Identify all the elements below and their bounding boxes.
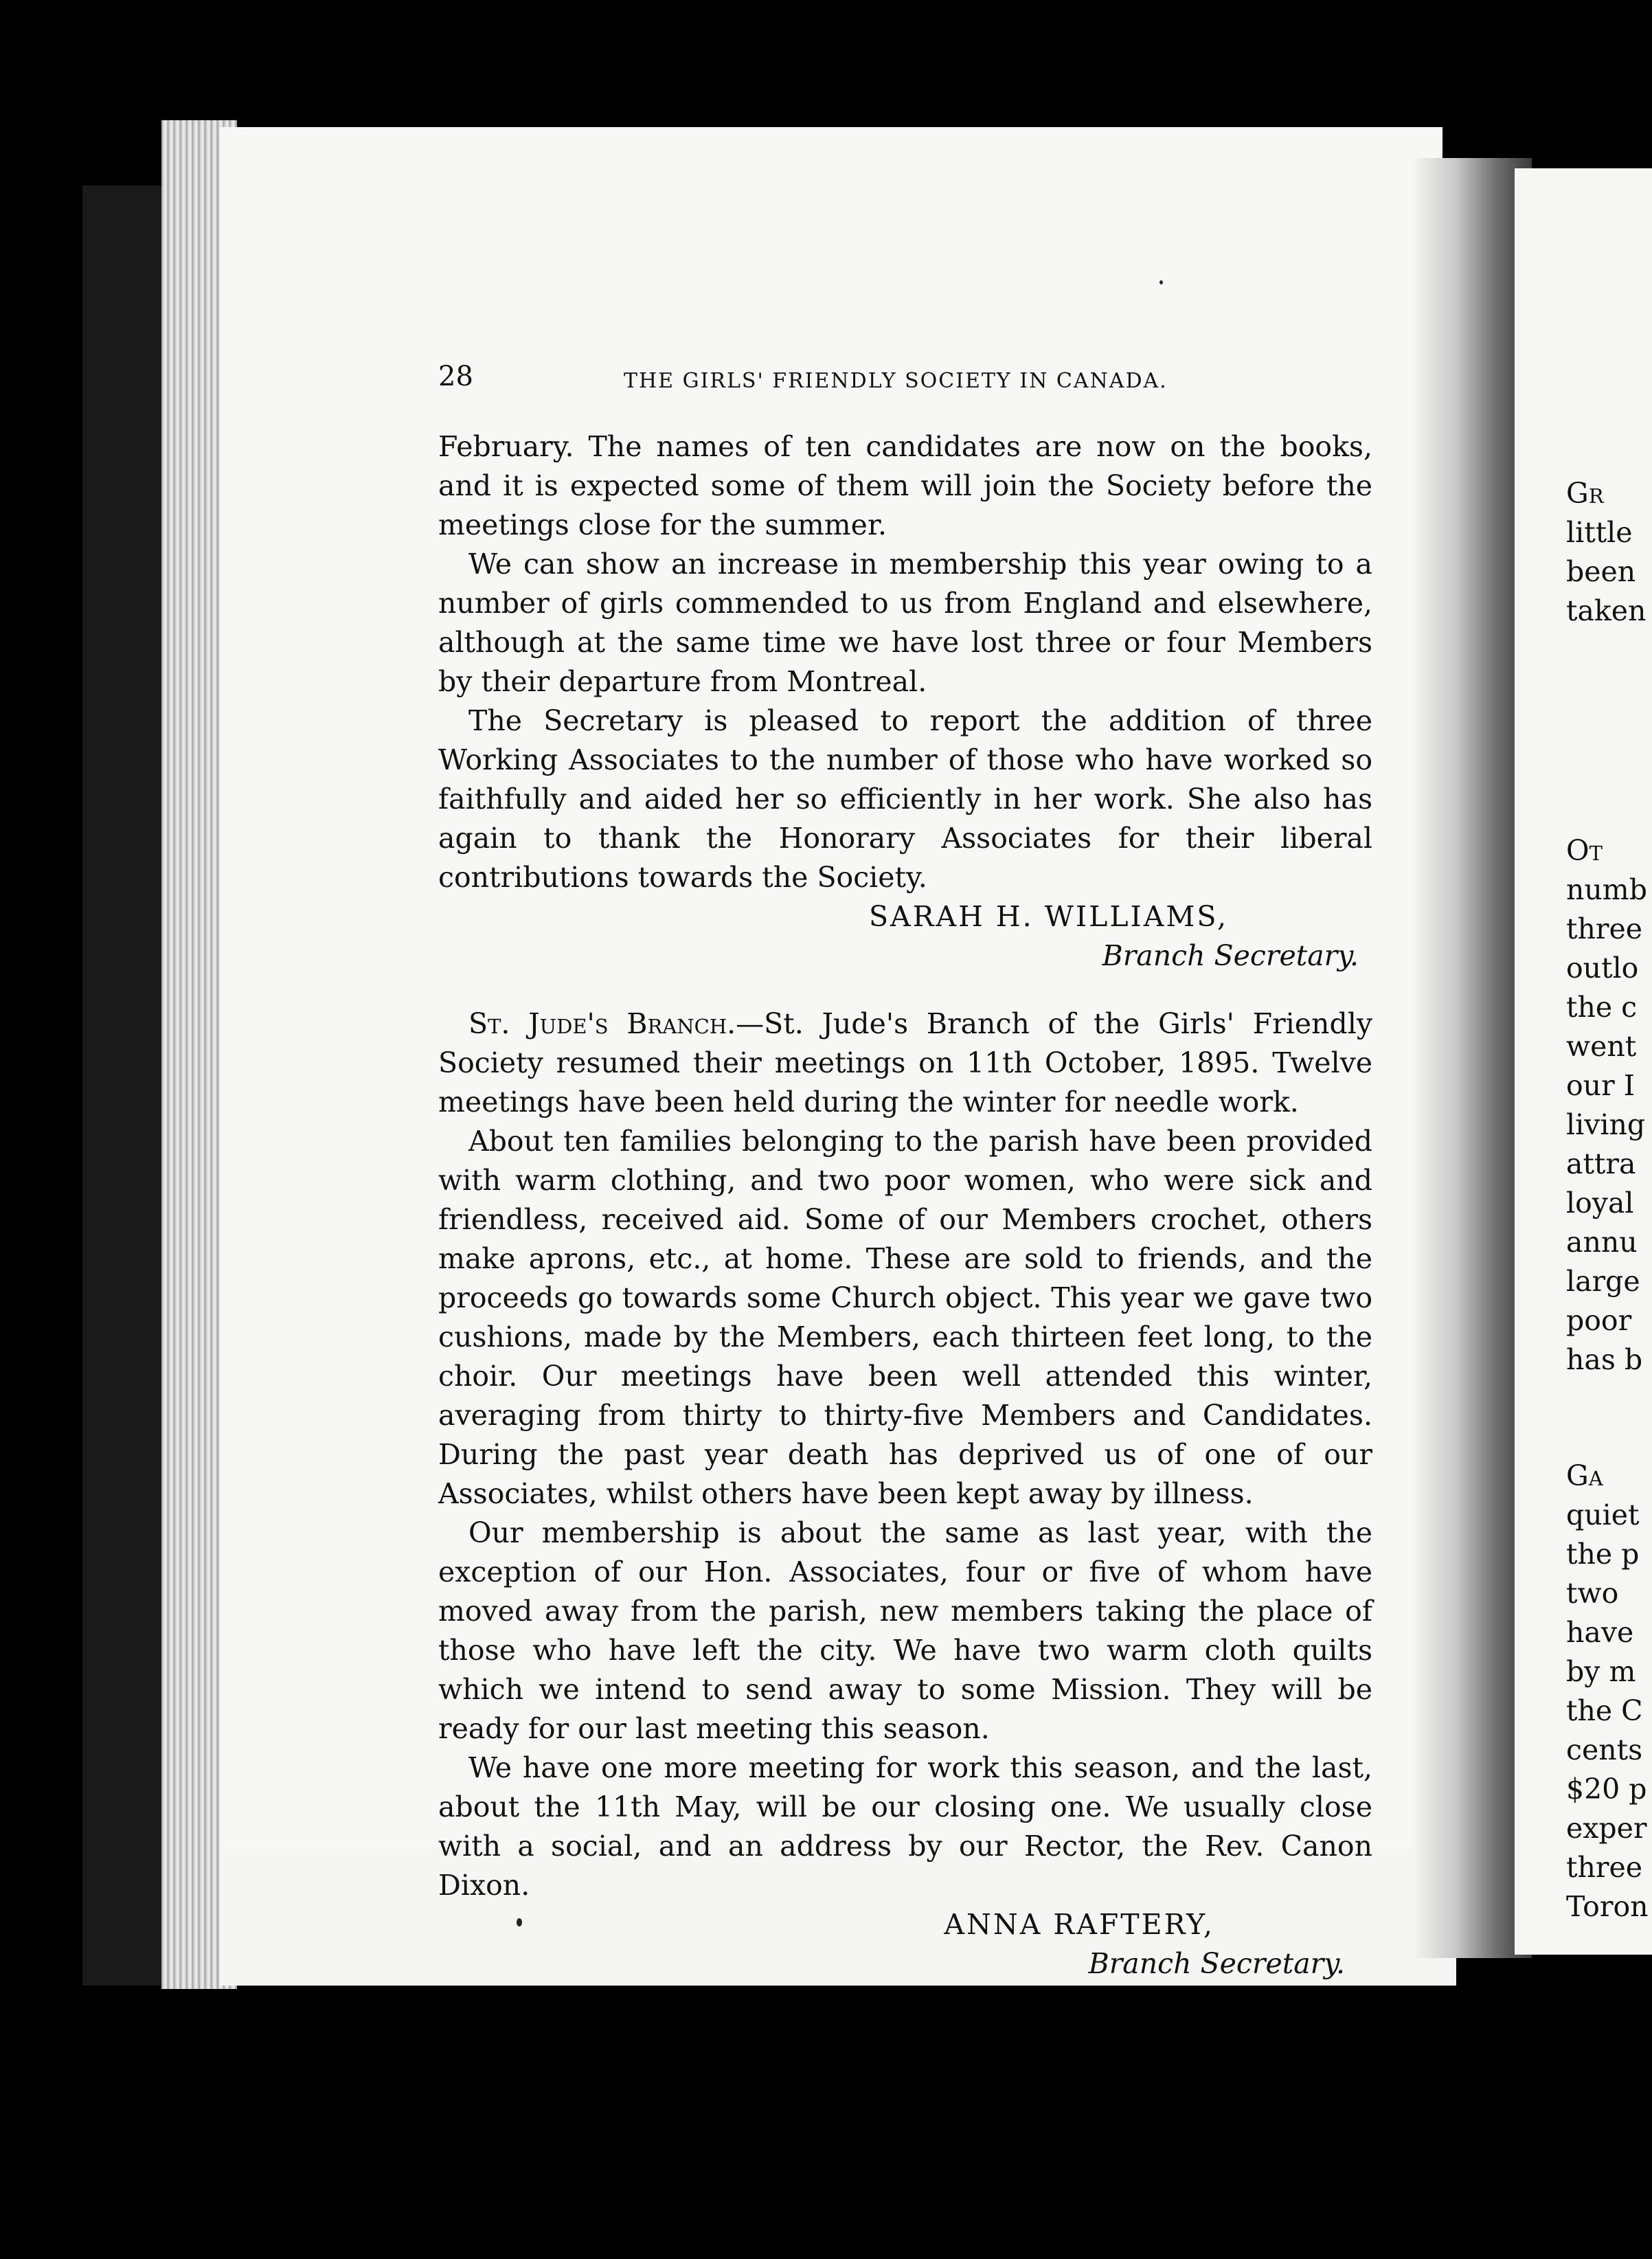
right-page-line: cents [1566, 1733, 1643, 1766]
paragraph: About ten families belonging to the parish have been provided with warm clothing, and two poor women, who were sick and friendless, received aid. Some of our Members crochet, others make aprons, etc., at home. These are sold to friends, and the proceeds go towards some Church object. This year we gave two cushions, made by the Members, each thirteen feet long, to the choir. Our meetings have been well attended this winter, averaging from thirty to thirty-five Members and Candidates. During the past year death has deprived us of one of our Associates, whilst others have been kept away by illness. [438, 1125, 1372, 1510]
right-page-line: two [1566, 1577, 1619, 1610]
right-page-line: three [1566, 1851, 1643, 1884]
right-page-line: quiet [1566, 1498, 1640, 1531]
right-page-fragment [1566, 474, 1647, 631]
right-page-line: by m [1566, 1655, 1636, 1688]
right-page-line: numb [1566, 873, 1647, 906]
right-page-line: exper [1566, 1812, 1647, 1845]
paragraph: We can show an increase in membership this year owing to a number of girls commended to us from England and elsewhere, although at the same time we have lost three or four Members by their departure from Montreal. [438, 548, 1372, 698]
right-page-line: large [1566, 1265, 1640, 1298]
right-page-line: attra [1566, 1147, 1636, 1180]
paragraph: We have one more meeting for work this season, and the last, about the 11th May, will be our closing one. We usually close with a social, and an address by our Rector, the Rev. Canon Dixon. [438, 1751, 1372, 1902]
right-page-line: taken [1566, 594, 1647, 627]
page-header [438, 357, 1372, 398]
right-page-line: have [1566, 1616, 1634, 1649]
right-page-line: annu [1566, 1226, 1638, 1259]
signature-title: Branch Secretary. [1088, 1947, 1345, 1980]
right-page-line: three [1566, 912, 1643, 945]
right-page-line: Gr [1566, 477, 1604, 510]
branch-paragraph [438, 1004, 1372, 1122]
paragraph: Our membership is about the same as last year, with the exception of our Hon. Associates, four or five of whom have moved away from the parish, new members taking the place of those who have left the city. We have two warm cloth quilts which we intend to send away to some Mission. They will be ready for our last meeting this season. [438, 1516, 1372, 1745]
right-page-line: Ga [1566, 1459, 1603, 1492]
right-page-line: been [1566, 555, 1636, 588]
paragraph: The Secretary is pleased to report the addition of three Working Associates to the number of those who have worked so faithfully and aided her so efficiently in her work. She also has again to thank the Honorary Associates for their liberal contributions towards the Society. [438, 704, 1372, 894]
right-page-line: Ot [1566, 834, 1603, 867]
right-page-line: went [1566, 1030, 1637, 1063]
page-number: 28 [438, 361, 473, 392]
branch-lead: —St. Jude's Branch of the Girls' Friendly Society resumed their meetings on 11th October, 1895. Twelve meetings have been held during the winter for needle work. [438, 1007, 1372, 1119]
right-page-line: loyal [1566, 1187, 1634, 1220]
ink-speck [1159, 280, 1163, 284]
right-page-line: outlo [1566, 952, 1639, 985]
right-page-line: little [1566, 516, 1633, 549]
right-page-line: the p [1566, 1538, 1640, 1571]
left-page-text [438, 357, 1372, 1983]
right-page-line: poor [1566, 1304, 1632, 1337]
right-page-line: living [1566, 1108, 1646, 1141]
running-head: THE GIRLS' FRIENDLY SOCIETY IN CANADA. [624, 369, 1168, 393]
signature-name: SARAH H. WILLIAMS, [868, 900, 1228, 933]
signature-title: Branch Secretary. [1102, 939, 1359, 972]
right-page-fragment [1566, 1457, 1649, 1926]
book-shadow [82, 186, 165, 1986]
branch-heading: St. Jude's Branch. [468, 1007, 736, 1040]
section-gap [438, 976, 1372, 1004]
right-page-line: $20 p [1566, 1773, 1647, 1806]
paragraph: February. The names of ten candidates are now on the books, and it is expected some of them will join the Society before the meetings close for the summer. [438, 430, 1372, 541]
right-page-line: the c [1566, 991, 1638, 1024]
right-page-line: our I [1566, 1069, 1635, 1102]
right-page-fragment [1566, 831, 1647, 1380]
right-page-line: the C [1566, 1694, 1643, 1727]
right-page-line: Toron [1566, 1890, 1649, 1923]
signature-name: ANNA RAFTERY, [944, 1908, 1214, 1941]
right-page-line: has b [1566, 1343, 1643, 1376]
